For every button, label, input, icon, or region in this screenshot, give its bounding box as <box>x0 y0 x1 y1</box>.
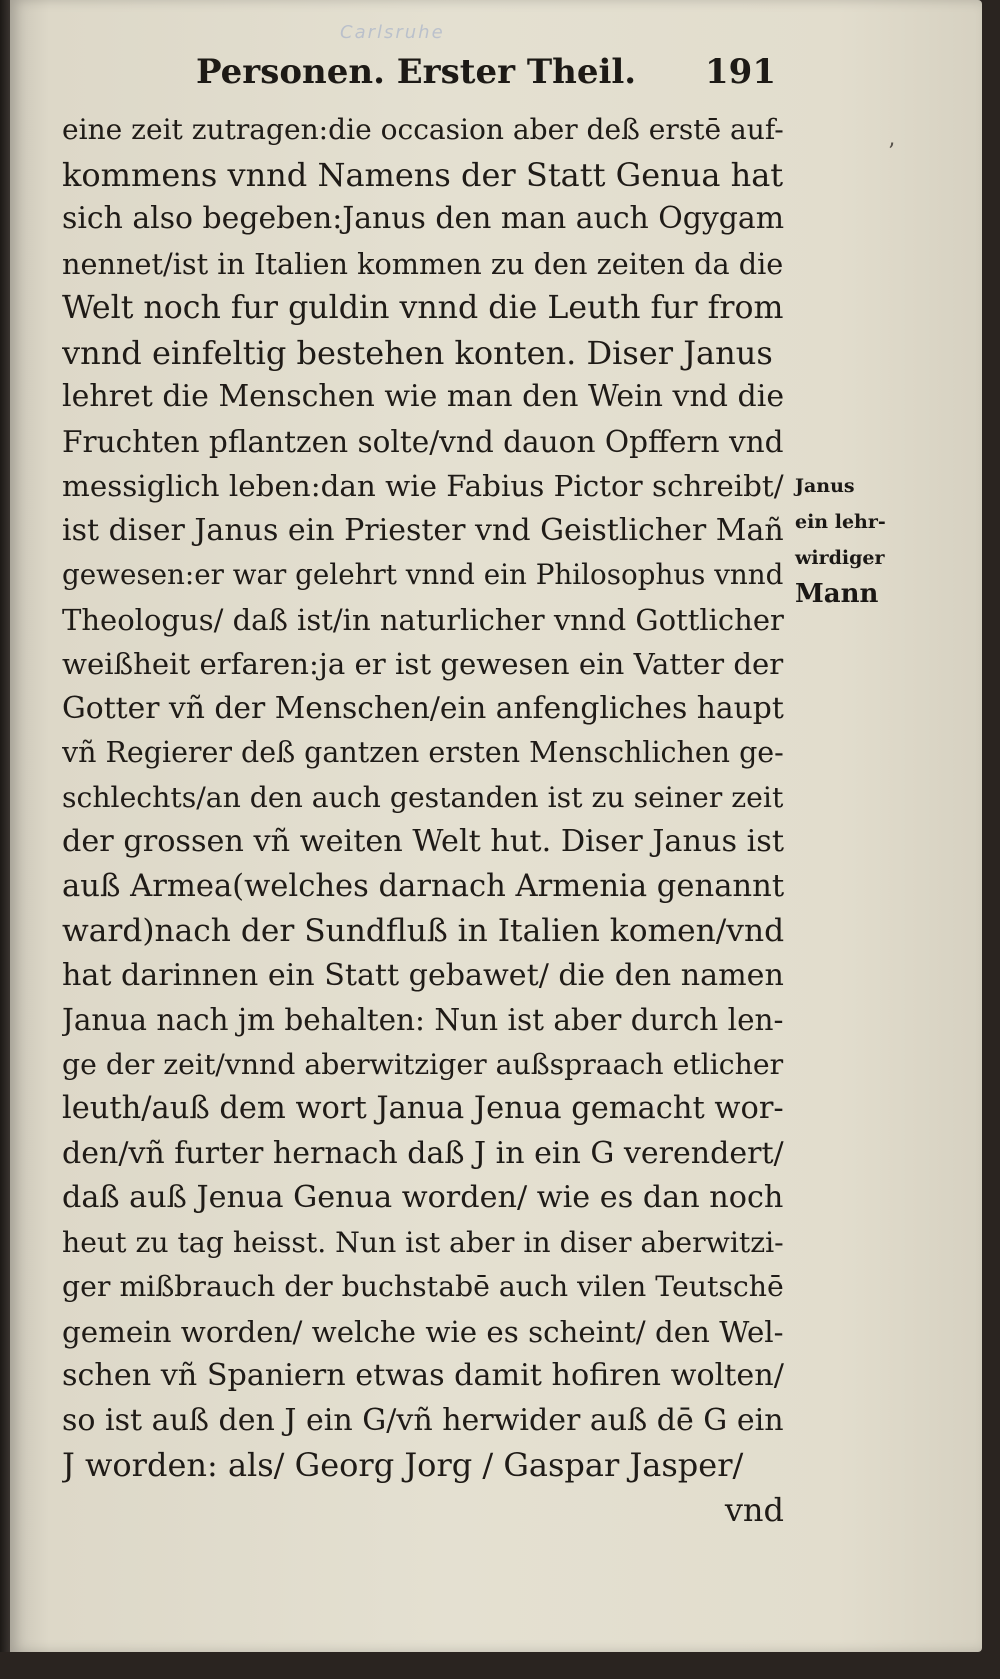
text-line: Theologus/ daß ist/in naturlicher vnnd Gottlicher <box>62 602 784 637</box>
text-line: messiglich leben:dan wie Fabius Pictor schreibt/ <box>62 469 784 503</box>
scan-left-edge <box>0 0 10 1679</box>
text-line: heut zu tag heisst. Nun ist aber in diser aberwitzi- <box>62 1225 784 1259</box>
running-head <box>196 52 776 96</box>
text-line: Janua nach jm behalten: Nun ist aber durch len- <box>62 1003 784 1037</box>
text-line: der grossen vñ weiten Welt hut. Diser Janus ist <box>62 824 784 859</box>
text-line: gemein worden/ welche wie es scheint/ den Wel- <box>62 1314 784 1349</box>
text-line: den/vñ furter hernach daß J in ein G verendert/ <box>62 1135 784 1171</box>
text-line: so ist auß den J ein G/vñ herwider auß dē G ein <box>62 1402 784 1438</box>
text-line: hat darinnen ein Statt gebawet/ die den namen <box>62 957 784 993</box>
text-line: vñ Regierer deß gantzen ersten Menschlichen ge- <box>62 736 784 769</box>
library-stamp: Carlsruhe <box>340 22 445 43</box>
text-line: kommens vnnd Namens der Statt Genua hat <box>62 155 784 194</box>
text-line: J worden: als/ Georg Jorg / Gaspar Jasper/ <box>62 1446 744 1484</box>
book-page <box>10 0 982 1652</box>
text-line: schlechts/an den auch gestanden ist zu seiner zeit <box>62 780 784 814</box>
text-line: ist diser Janus ein Priester vnd Geistlicher Mañ <box>62 512 784 548</box>
text-line: leuth/auß dem wort Janua Jenua gemacht wor- <box>62 1091 784 1126</box>
text-line: weißheit erfaren:ja er ist gewesen ein Vatter der <box>62 647 784 681</box>
text-line: nennet/ist in Italien kommen zu den zeiten da die <box>62 246 784 281</box>
text-line: ger mißbrauch der buchstabē auch vilen Teutschē <box>62 1270 784 1303</box>
body-text <box>62 108 784 1532</box>
marginal-note-line: wirdiger <box>795 547 885 569</box>
marginal-note-line: Janus <box>795 475 855 497</box>
text-line: vnd <box>724 1490 784 1529</box>
text-line: gewesen:er war gelehrt vnnd ein Philosophus vnnd <box>62 558 784 591</box>
scan-bottom-edge <box>0 1652 1000 1679</box>
page-number: 191 <box>705 52 776 92</box>
marginal-note-line: ein lehr- <box>795 511 886 533</box>
text-line: schen vñ Spaniern etwas damit hofiren wolten/ <box>62 1358 784 1393</box>
text-line: sich also begeben:Janus den man auch Ogygam <box>62 201 784 236</box>
text-line: Welt noch fur guldin vnnd die Leuth fur from <box>62 290 784 326</box>
marginal-note <box>795 468 907 612</box>
text-line: auß Armea(welches darnach Armenia genannt <box>62 868 784 904</box>
text-line: daß auß Jenua Genua worden/ wie es dan noch <box>62 1180 784 1215</box>
ink-speck: ’ <box>888 140 895 165</box>
text-line: Gotter vñ der Menschen/ein anfengliches haupt <box>62 690 784 726</box>
text-line: eine zeit zutragen:die occasion aber deß erstē auf- <box>62 113 784 146</box>
text-line: Fruchten pflantzen solte/vnd dauon Opffern vnd <box>62 424 784 459</box>
text-line: lehret die Menschen wie man den Wein vnd die <box>62 379 784 414</box>
running-head-title: Personen. Erster Theil. <box>196 52 637 92</box>
text-line: ge der zeit/vnnd aberwitziger außspraach etlicher <box>62 1047 784 1081</box>
marginal-note-line: Mann <box>795 579 879 609</box>
text-line: vnnd einfeltig bestehen konten. Diser Janus <box>62 333 773 372</box>
text-line: ward)nach der Sundfluß in Italien komen/vnd <box>62 913 784 949</box>
